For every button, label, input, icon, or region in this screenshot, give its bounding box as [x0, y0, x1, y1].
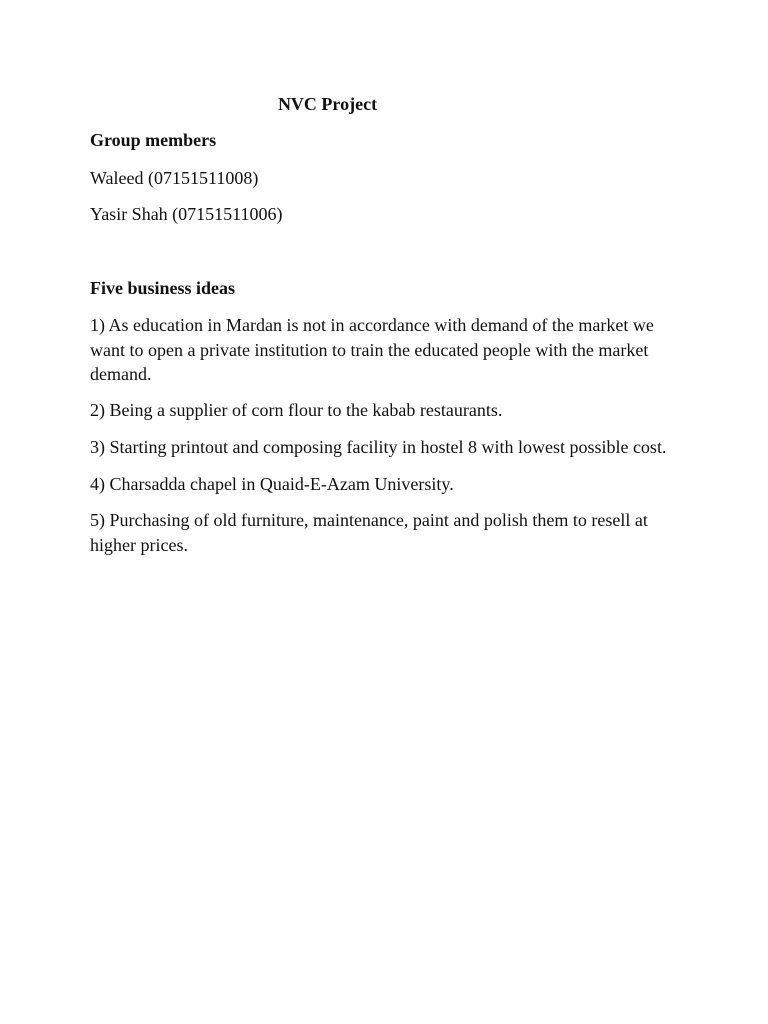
idea-4: 4) Charsadda chapel in Quaid-E-Azam University.: [90, 474, 454, 494]
idea-2: 2) Being a supplier of corn flour to the kabab restaurants.: [90, 400, 503, 420]
members-heading: Group members: [90, 130, 217, 150]
document-title: NVC Project: [277, 94, 378, 114]
idea-5: 5) Purchasing of old furniture, maintenance, paint and polish them to resell at higher prices.: [90, 510, 648, 555]
member-1: Waleed (07151511008): [90, 168, 259, 188]
idea-1: 1) As education in Mardan is not in accordance with demand of the market we want to open a private institution to train the educated people with the market demand.: [90, 315, 654, 384]
member-2: Yasir Shah (07151511006): [90, 204, 283, 224]
idea-3: 3) Starting printout and composing facility in hostel 8 with lowest possible cost.: [90, 437, 667, 457]
ideas-heading: Five business ideas: [90, 278, 236, 298]
